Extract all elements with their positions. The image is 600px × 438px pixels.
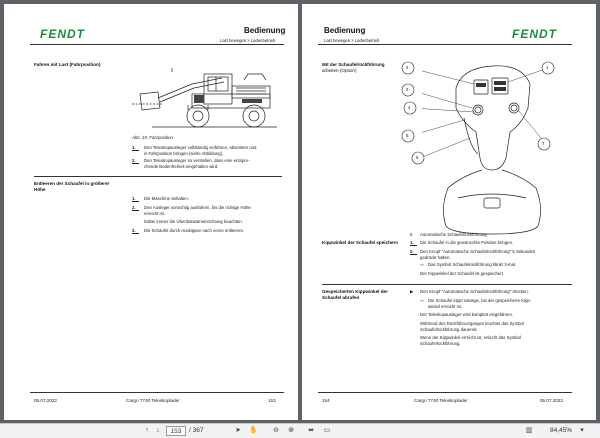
section-title-speichern: Kippwinkel der Schaufel speichern xyxy=(322,240,399,245)
page-number-input[interactable]: 153 xyxy=(166,426,186,436)
step-text: Den Knopf "Automatische Schaufelrückführung" 5 Sekunden xyxy=(420,249,536,254)
step-text: chende Bodenfreiheit eingehalten wird. xyxy=(144,163,219,169)
section-divider xyxy=(322,284,572,285)
fendt-logo: FENDT xyxy=(512,27,557,41)
footer-model: Cargo T740 Teleskoplader xyxy=(126,398,180,403)
step-underline xyxy=(410,245,417,246)
step-text: Den Teleskopausleger so verstellen, dass eine entspre- xyxy=(144,158,250,163)
step-note: Während des Rückführvorganges leuchtet das Symbol xyxy=(420,321,524,326)
result-arrow-icon: ⇨ xyxy=(420,262,424,267)
step-result: winkel erreicht ist. xyxy=(428,303,463,309)
step-underline xyxy=(132,233,139,234)
footer-page-number: 153 xyxy=(268,398,276,403)
step-number: 1. xyxy=(132,196,136,201)
step-text: erreicht ist. xyxy=(144,210,166,216)
step-text: gedrückt halten. xyxy=(420,254,451,260)
callout-label-7: 7 xyxy=(542,141,545,146)
callout-label-1: 1 xyxy=(546,65,549,70)
footer-rule xyxy=(30,392,284,393)
step-number: 2. xyxy=(410,249,414,254)
telehandler-illustration xyxy=(132,64,282,132)
callout-label-6: 6 xyxy=(416,155,419,160)
step-text: Den Teleskopausleger vollständig einfahren, absenken und xyxy=(144,145,257,150)
step-note: Der Teleskopausleger wird komplett eingefahren. xyxy=(420,312,514,317)
arrow-down-icon[interactable]: ↓ xyxy=(156,427,160,434)
header-rule xyxy=(30,44,284,45)
step-text: Den Ausleger vorsichtig ausfahren, bis die richtige Höhe xyxy=(144,205,251,210)
step-number: 3. xyxy=(132,228,136,233)
legend-number: 5 xyxy=(410,232,413,237)
hand-icon[interactable]: ✋ xyxy=(249,427,258,434)
header-rule xyxy=(318,44,572,45)
step-text: Die Schaufel in die gewünschte Position bringen. xyxy=(420,240,514,245)
section-title-entleeren: Entleeren der Schaufel in größerer xyxy=(34,181,110,186)
page-154 xyxy=(302,4,596,420)
footer-rule xyxy=(318,392,572,393)
step-text: Die Maschine anhalten. xyxy=(144,196,189,201)
page-title: Bedienung xyxy=(244,26,286,35)
step-result: Das Symbol Schaufelrückführung blinkt 3-mal. xyxy=(428,262,517,267)
page-title: Bedienung xyxy=(324,26,366,35)
footer-model: Cargo T740 Teleskoplader xyxy=(414,398,468,403)
step-note: Schaufelrückführung. xyxy=(420,340,461,346)
step-note: Der Kippwinkel der Schaufel ist gespeichert. xyxy=(420,271,505,276)
callout-label-3: 3 xyxy=(406,87,409,92)
fit-page-icon[interactable]: ▭ xyxy=(323,427,331,434)
section-title-abrufen: Gespeicherten Kippwinkel der xyxy=(322,289,388,294)
section-title-entleeren-2: Höhe xyxy=(34,187,46,192)
callout-label-5: 5 xyxy=(406,133,409,138)
footer-date: 05.07.2022 xyxy=(34,398,57,403)
fendt-logo: FENDT xyxy=(40,27,85,41)
callout-label-2: 2 xyxy=(406,65,409,70)
step-number: 1. xyxy=(132,145,136,150)
section-title-rueckfuehrung-2: arbeiten (Option) xyxy=(322,68,357,73)
section-divider xyxy=(34,176,282,177)
section-title-fahren: Fahren mit Last (Fahrposition) xyxy=(34,62,101,67)
page-subtitle: Last bewegen > Ladenbetrieb xyxy=(220,38,276,43)
step-underline xyxy=(132,201,139,202)
legend-text: Automatische Schaufelrückführung xyxy=(420,232,487,237)
step-underline xyxy=(132,150,139,151)
pointer-icon[interactable]: ➤ xyxy=(235,427,241,434)
zoom-out-icon[interactable]: ⊖ xyxy=(273,427,279,434)
step-note: Schaufelrückführung dauernd. xyxy=(420,326,478,332)
display-icon[interactable]: ▥ xyxy=(525,427,533,434)
footer-page-number: 154 xyxy=(322,398,330,403)
step-text: Die Schaufel durch Auskippen nach vorne entleeren. xyxy=(144,228,245,233)
step-underline xyxy=(132,163,139,164)
figure-caption: Abb. 15: Fahrposition xyxy=(132,135,173,140)
step-underline xyxy=(410,254,417,255)
pdf-toolbar xyxy=(0,423,600,438)
step-note: Wenn der Kippwinkel erreicht ist, erlischt das Symbol xyxy=(420,335,521,340)
step-number: 2. xyxy=(132,205,136,210)
page-subtitle: Last bewegen > Ladenbetrieb xyxy=(324,38,380,43)
step-note: Dabei immer die Überlastwarneinrichtung beachten. xyxy=(144,219,243,224)
step-text: Den Knopf "Automatische Schaufelrückführung" drücken. xyxy=(420,289,529,294)
arrow-up-icon[interactable]: ↑ xyxy=(145,427,149,434)
step-underline xyxy=(132,210,139,211)
result-arrow-icon: ⇨ xyxy=(420,298,424,303)
zoom-dropdown-icon[interactable]: ▾ xyxy=(580,427,584,434)
page-total: / 367 xyxy=(189,427,204,434)
callout-circles xyxy=(400,60,560,170)
page-153 xyxy=(4,4,298,420)
zoom-level[interactable]: 84,45% xyxy=(549,427,573,434)
fit-width-icon[interactable]: ⬌ xyxy=(308,427,314,434)
step-result: Die Schaufel kippt solange, bis der gespeicherte Kipp- xyxy=(428,298,532,303)
footer-date: 05.07.2022 xyxy=(540,398,563,403)
section-title-abrufen-2: Schaufel abrufen xyxy=(322,295,360,300)
step-number: 2. xyxy=(132,158,136,163)
step-number: 1. xyxy=(410,240,414,245)
section-title-rueckfuehrung: Mit der Schaufelrückführung xyxy=(322,62,385,67)
action-arrow-icon: ▶ xyxy=(410,289,414,294)
zoom-in-icon[interactable]: ⊕ xyxy=(288,427,294,434)
step-text: in Fahrposition bringen (siehe Abbildung). xyxy=(144,150,224,156)
callout-label-4: 4 xyxy=(408,105,411,110)
